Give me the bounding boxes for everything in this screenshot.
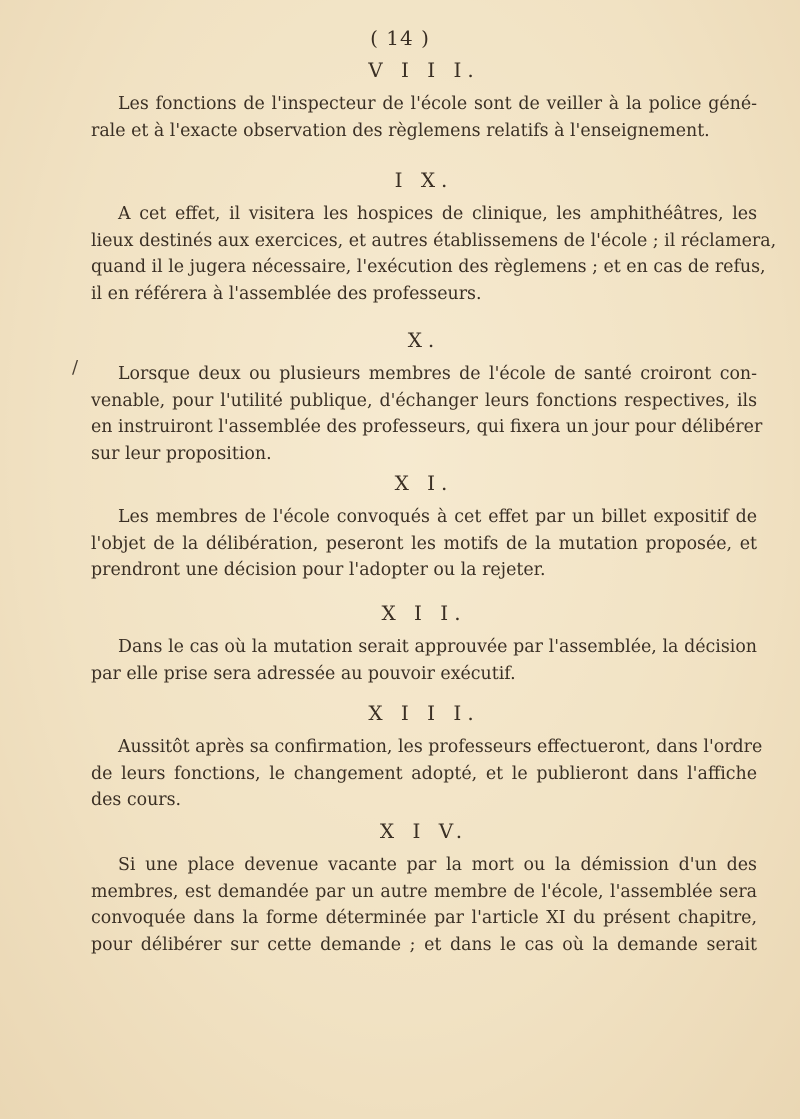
article-heading: X I. [394,471,454,495]
text-line: en instruiront l'assemblée des professeurs, qui fixera un jour pour délibérer [91,417,763,438]
article-viii [91,56,757,144]
text-line: pour délibérer sur cette demande ; et dans le cas où la demande serait [91,934,757,955]
article-x [91,326,763,467]
text-line: quand il le jugera nécessaire, l'exécution des règlemens ; et en cas de refus, [91,257,766,278]
article-heading: V I I I. [368,58,480,82]
text-line: membres, est demandée par un autre membre de l'école, l'assemblée sera [91,881,757,902]
text-line: prendront une décision pour l'adopter ou la rejeter. [91,560,546,581]
text-line: Les fonctions de l'inspecteur de l'école sont de veiller à la police géné- [118,94,757,114]
article-xii [91,599,757,687]
article-text [91,201,777,307]
text-line: Aussitôt après sa confirmation, les professeurs effectueront, dans l'ordre [118,737,763,757]
text-line: venable, pour l'utilité publique, d'échanger leurs fonctions respectives, ils [91,390,757,411]
article-xiv [91,817,757,958]
text-line: par elle prise sera adressée au pouvoir exécutif. [91,663,516,684]
text-line: l'objet de la délibération, peseront les motifs de la mutation proposée, et [91,533,757,554]
page-number: ( 14 ) [370,26,430,50]
article-text [91,634,757,687]
article-heading: X I I I. [368,701,480,725]
text-line: Dans le cas où la mutation serait approuvée par l'assemblée, la décision [118,637,757,657]
article-ix [91,166,777,307]
text-line: rale et à l'exacte observation des règlemens relatifs à l'enseignement. [91,120,710,141]
text-line: des cours. [91,790,182,811]
article-text [91,734,763,814]
text-line: lieux destinés aux exercices, et autres établissemens de l'école ; il réclamera, [91,230,777,251]
article-text [91,91,757,144]
text-line: il en référera à l'assemblée des professeurs. [91,283,482,304]
margin-mark: / [72,357,79,378]
article-text [91,852,757,958]
article-heading: X I I. [381,601,467,625]
article-heading: X I V. [379,819,469,843]
article-heading: X. [407,328,441,352]
text-line: Lorsque deux ou plusieurs membres de l'école de santé croiront con- [118,364,757,384]
text-line: Les membres de l'école convoqués à cet effet par un billet expositif de [118,507,757,527]
article-heading: I X. [394,168,454,192]
text-line: de leurs fonctions, le changement adopté, et le publieront dans l'affiche [91,763,757,784]
text-line: convoquée dans la forme déterminée par l'article XI du présent chapitre, [91,908,757,929]
text-line: A cet effet, il visitera les hospices de clinique, les amphithéâtres, les [118,204,757,224]
article-xi [91,469,757,584]
text-line: Si une place devenue vacante par la mort ou la démission d'un des [118,855,757,875]
article-text [91,504,757,584]
article-xiii [91,699,763,814]
article-text [91,361,763,467]
text-line: sur leur proposition. [91,443,272,464]
